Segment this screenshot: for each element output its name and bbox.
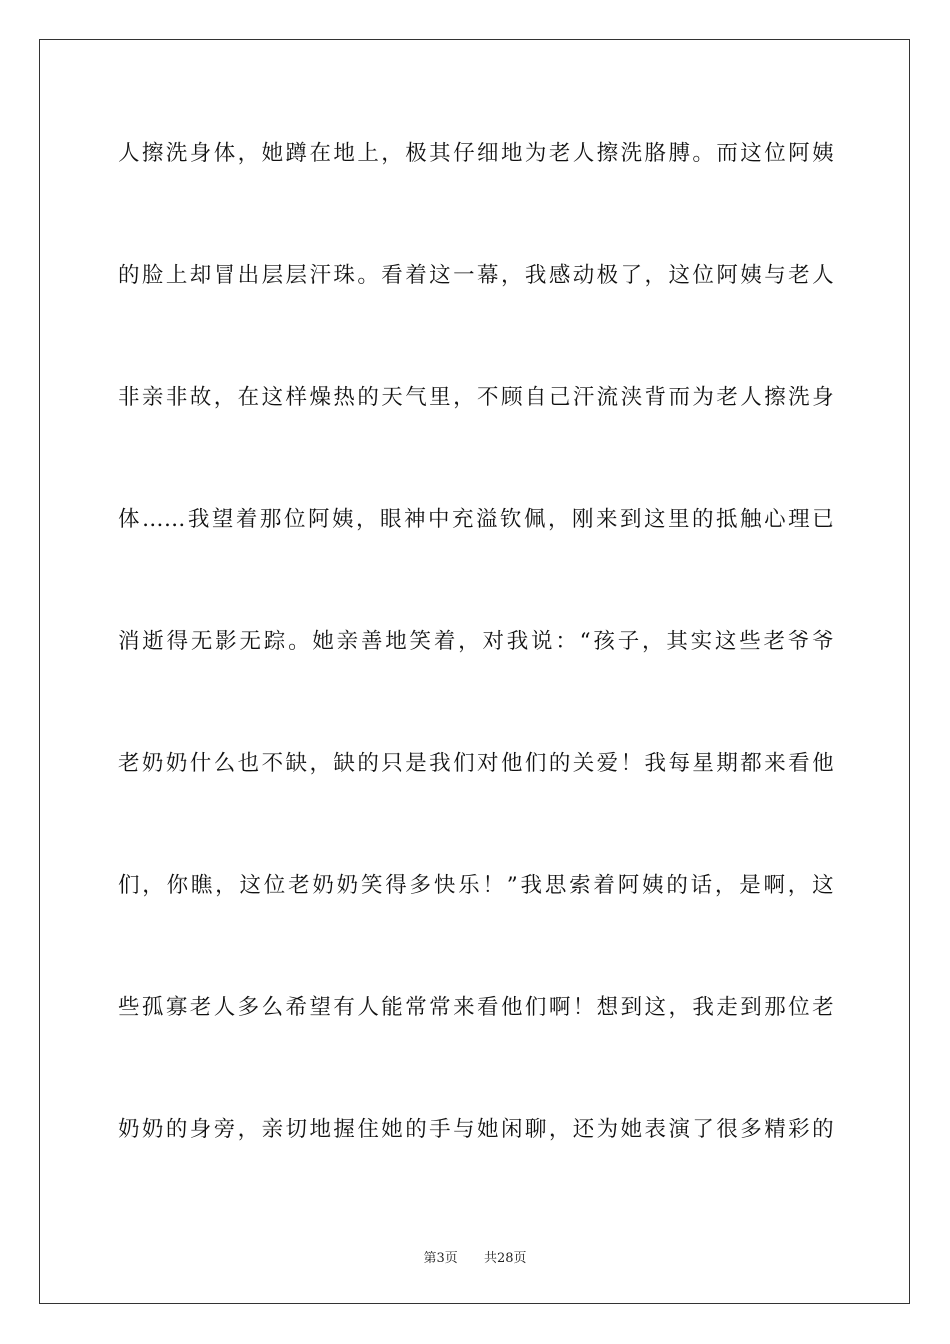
- current-page-number: 第3页: [423, 1251, 458, 1266]
- body-text: [118, 124, 834, 1222]
- text-line: 的脸上却冒出层层汗珠。看着这一幕，我感动极了，这位阿姨与老人: [118, 263, 834, 288]
- text-line: 消逝得无影无踪。她亲善地笑着，对我说：“孩子，其实这些老爷爷: [118, 629, 834, 654]
- text-line: 些孤寡老人多么希望有人能常常来看他们啊！想到这，我走到那位老: [118, 995, 834, 1020]
- text-line: 体……我望着那位阿姨，眼神中充溢钦佩，刚来到这里的抵触心理已: [118, 507, 834, 532]
- page-footer: [0, 1247, 950, 1266]
- total-page-count: 共28页: [484, 1251, 527, 1266]
- text-line: 人擦洗身体，她蹲在地上，极其仔细地为老人擦洗胳膊。而这位阿姨: [118, 141, 834, 166]
- text-line: 非亲非故，在这样燥热的天气里，不顾自己汗流浃背而为老人擦洗身: [118, 385, 834, 410]
- text-line: 们，你瞧，这位老奶奶笑得多快乐！”我思索着阿姨的话，是啊，这: [118, 873, 834, 898]
- text-line: 老奶奶什么也不缺，缺的只是我们对他们的关爱！我每星期都来看他: [118, 751, 834, 776]
- text-line: 奶奶的身旁，亲切地握住她的手与她闲聊，还为她表演了很多精彩的: [118, 1117, 834, 1142]
